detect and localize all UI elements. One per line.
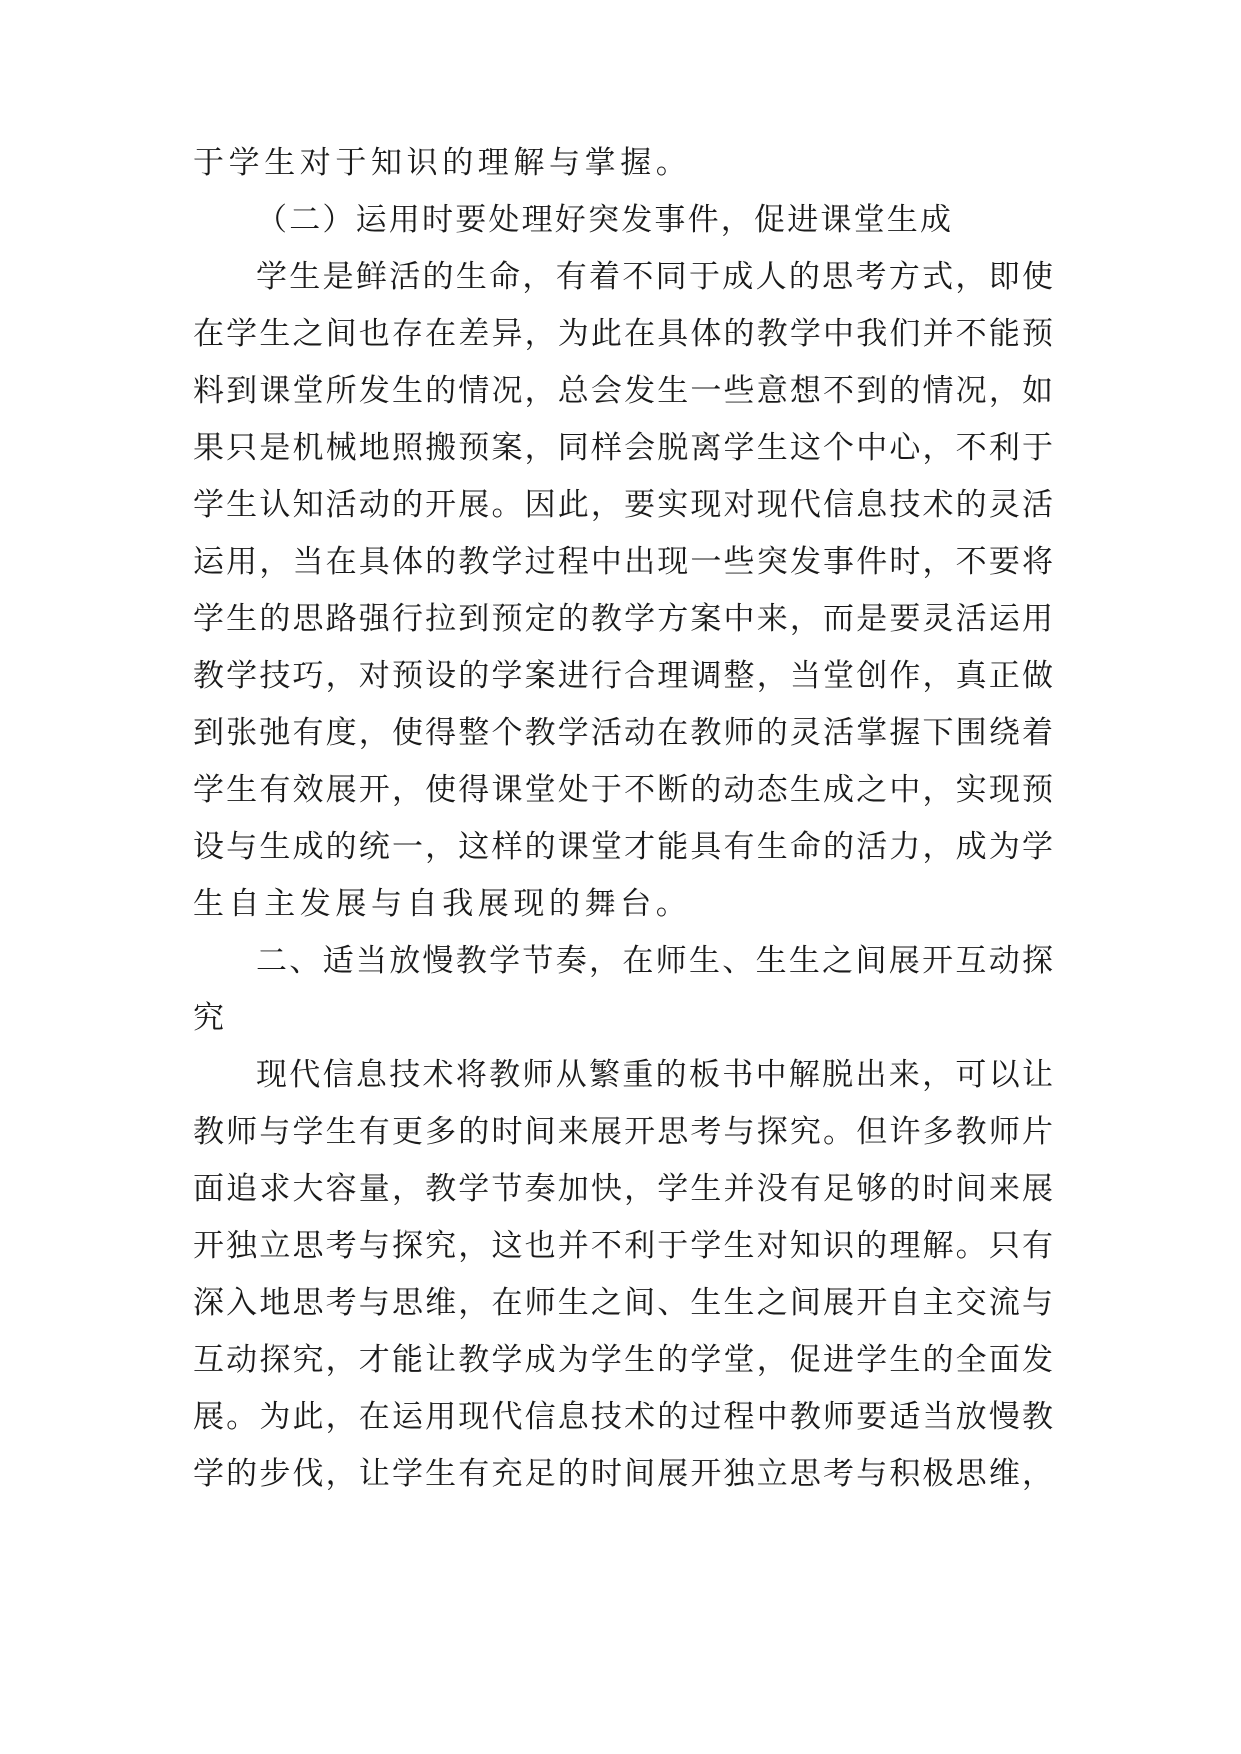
paragraph-line: 学的步伐，让学生有充足的时间展开独立思考与积极思维，	[193, 1456, 1053, 1492]
paragraph-line: 学生有效展开，使得课堂处于不断的动态生成之中，实现预	[193, 772, 1053, 808]
paragraph-line: 面追求大容量，教学节奏加快，学生并没有足够的时间来展	[193, 1171, 1053, 1207]
paragraph-line: 料到课堂所发生的情况，总会发生一些意想不到的情况，如	[193, 373, 1053, 409]
paragraph-line: 学生认知活动的开展。因此，要实现对现代信息技术的灵活	[193, 487, 1053, 523]
paragraph-continuation-line: 于学生对于知识的理解与掌握。	[193, 145, 692, 181]
paragraph-line: 开独立思考与探究，这也并不利于学生对知识的理解。只有	[193, 1228, 1053, 1264]
paragraph-line: 现代信息技术将教师从繁重的板书中解脱出来，可以让	[256, 1057, 1053, 1093]
paragraph-line: 运用，当在具体的教学过程中出现一些突发事件时，不要将	[193, 544, 1053, 580]
paragraph-line: 学生是鲜活的生命，有着不同于成人的思考方式，即使	[256, 259, 1053, 295]
paragraph-line: 互动探究，才能让教学成为学生的学堂，促进学生的全面发	[193, 1342, 1053, 1378]
paragraph-line: 生自主发展与自我展现的舞台。	[193, 886, 692, 922]
section-heading-continuation: 究	[193, 1000, 229, 1036]
paragraph-line: 在学生之间也存在差异，为此在具体的教学中我们并不能预	[193, 316, 1053, 352]
paragraph-line: 展。为此，在运用现代信息技术的过程中教师要适当放慢教	[193, 1399, 1053, 1435]
paragraph-line: 果只是机械地照搬预案，同样会脱离学生这个中心，不利于	[193, 430, 1053, 466]
paragraph-line: 教学技巧，对预设的学案进行合理调整，当堂创作，真正做	[193, 658, 1053, 694]
section-heading: 二、适当放慢教学节奏，在师生、生生之间展开互动探	[256, 943, 1053, 979]
section-subheading: （二）运用时要处理好突发事件，促进课堂生成	[256, 202, 954, 238]
paragraph-line: 深入地思考与思维，在师生之间、生生之间展开自主交流与	[193, 1285, 1053, 1321]
paragraph-line: 学生的思路强行拉到预定的教学方案中来，而是要灵活运用	[193, 601, 1053, 637]
paragraph-line: 到张弛有度，使得整个教学活动在教师的灵活掌握下围绕着	[193, 715, 1053, 751]
paragraph-line: 设与生成的统一，这样的课堂才能具有生命的活力，成为学	[193, 829, 1053, 865]
paragraph-line: 教师与学生有更多的时间来展开思考与探究。但许多教师片	[193, 1114, 1053, 1150]
